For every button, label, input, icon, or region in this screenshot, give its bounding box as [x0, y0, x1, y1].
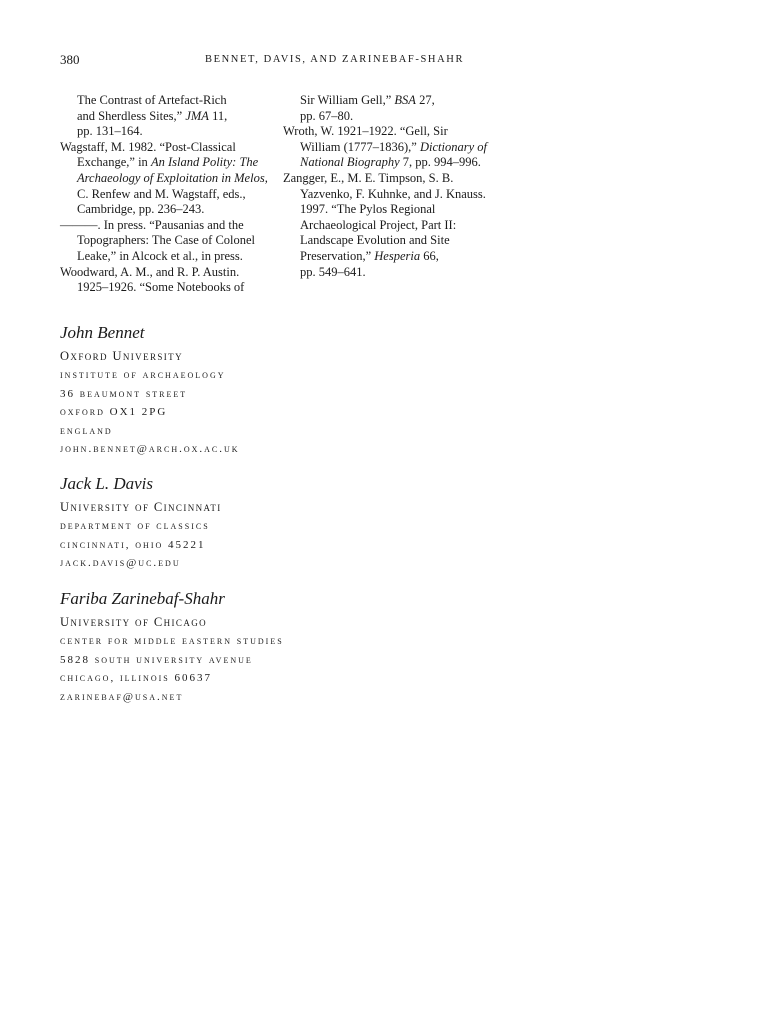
reference-line: pp. 549–641.: [300, 264, 366, 279]
address-line: oxford OX1 2PG: [60, 406, 168, 418]
reference-line: Exchange,” in An Island Polity: The: [77, 155, 259, 170]
address-line: department of classics: [60, 520, 210, 532]
reference-line: William (1777–1836),” Dictionary of: [300, 139, 487, 154]
author-name: Jack L. Davis: [60, 474, 154, 493]
reference-line: Cambridge, pp. 236–243.: [77, 202, 205, 217]
reference-line: pp. 131–164.: [77, 124, 143, 139]
reference-line: Zangger, E., M. E. Timpson, S. B.: [283, 170, 454, 185]
reference-line: National Biography 7, pp. 994–996.: [300, 155, 481, 170]
address-line: zarinebaf@usa.net: [60, 690, 184, 703]
author-block-zarinebaf-shahr: [60, 589, 284, 709]
reference-line: C. Renfew and M. Wagstaff, eds.,: [77, 186, 246, 201]
reference-line: Topographers: The Case of Colonel: [77, 233, 256, 248]
author-address: [60, 520, 222, 576]
page-number: 380: [60, 52, 80, 67]
reference-line: Archaeological Project, Part II:: [300, 217, 457, 232]
address-line: england: [60, 424, 113, 437]
references-right-column: [283, 93, 498, 280]
running-head: BENNET, DAVIS, AND ZARINEBAF-SHAHR: [205, 54, 465, 65]
reference-line: and Sherdless Sites,” JMA 11,: [77, 108, 228, 123]
reference-line: pp. 67–80.: [300, 108, 354, 123]
reference-line: Landscape Evolution and Site: [300, 233, 450, 248]
author-institution: University of Cincinnati: [60, 500, 222, 514]
author-name: Fariba Zarinebaf-Shahr: [60, 589, 225, 608]
reference-line: Archaeology of Exploitation in Melos,: [77, 170, 268, 185]
reference-line: Sir William Gell,” BSA 27,: [300, 93, 435, 107]
author-address: [60, 635, 284, 709]
author-block-davis: [60, 474, 222, 576]
address-line: chicago, illinois 60637: [60, 672, 212, 684]
reference-line: Wagstaff, M. 1982. “Post-Classical: [60, 139, 236, 154]
reference-line: 1997. “The Pylos Regional: [300, 202, 436, 217]
address-line: 5828 south university avenue: [60, 653, 253, 666]
address-line: jack.davis@uc.edu: [60, 557, 181, 569]
reference-line: ———. In press. “Pausanias and the: [60, 217, 244, 232]
reference-line: Woodward, A. M., and R. P. Austin.: [60, 264, 240, 279]
address-line: cincinnati, ohio 45221: [60, 538, 206, 551]
reference-line: The Contrast of Artefact-Rich: [77, 93, 227, 107]
author-name: John Bennet: [60, 323, 145, 342]
reference-line: Leake,” in Alcock et al., in press.: [77, 248, 243, 263]
author-address: [60, 369, 240, 462]
reference-line: Wroth, W. 1921–1922. “Gell, Sir: [283, 124, 448, 139]
reference-line: Yazvenko, F. Kuhnke, and J. Knauss.: [300, 186, 486, 201]
references-left-column: [60, 93, 275, 296]
address-line: 36 beaumont street: [60, 387, 188, 400]
author-institution: Oxford University: [60, 349, 183, 363]
reference-line: 1925–1926. “Some Notebooks of: [77, 280, 245, 295]
address-line: institute of archaeology: [60, 369, 226, 381]
address-line: john.bennet@arch.ox.ac.uk: [60, 443, 240, 455]
reference-line: Preservation,” Hesperia 66,: [300, 248, 439, 263]
author-block-bennet: [60, 323, 240, 462]
author-institution: University of Chicago: [60, 615, 208, 629]
address-line: center for middle eastern studies: [60, 635, 284, 647]
